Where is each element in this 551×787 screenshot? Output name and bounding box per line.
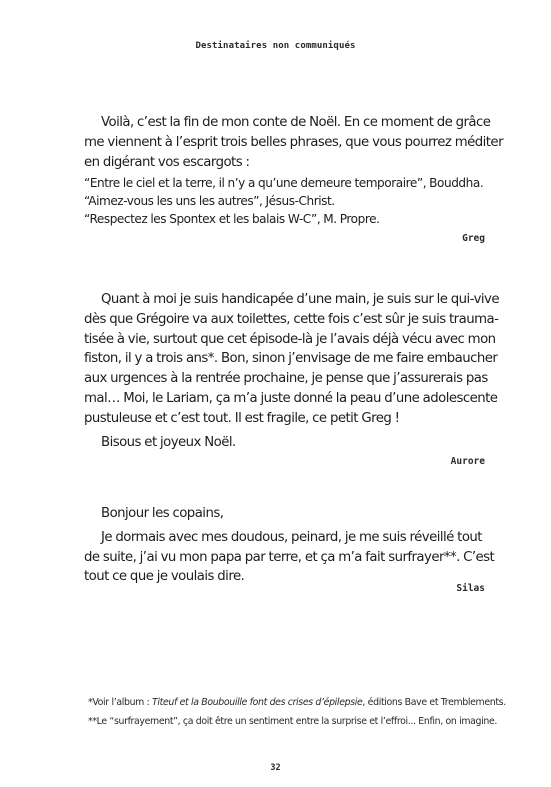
text-line: mal… Moi, le Lariam, ça m’a juste donné la peau d’une adolescente [84,390,498,406]
text-line: dès que Grégoire va aux toilettes, cette fois c’est sûr je suis trauma- [84,311,499,327]
text-line: Bisous et joyeux Noël. [101,435,236,450]
footnote-album-title: Titeuf et la Boubouille font des crises d’épilepsie [152,697,363,708]
running-header: Destinataires non communiqués [195,41,356,51]
text-line: me viennent à l’esprit trois belles phrases, que vous pourrez méditer [84,134,503,150]
quote-line: “Respectez les Spontex et les balais W-C”, M. Propre. [84,212,380,227]
text-line: Je dormais avec mes doudous, peinard, je me suis réveillé tout [101,529,482,545]
paragraph-silas [84,504,495,587]
signature-greg: Greg [462,233,485,244]
text-line: en digérant vos escargots : [84,154,250,170]
text-line: Bonjour les copains, [101,506,224,521]
text-line: Quant à moi je suis handicapée d’une main, je suis sur le qui-vive [101,292,500,307]
signature-silas: Silas [456,583,485,594]
footnote-text: , éditions Bave et Tremblements. [362,697,506,708]
text-line: tisée à vie, surtout que cet épisode-là je l’avais déjà vécu avec mon [84,331,496,347]
text-line: aux urgences à la rentrée prochaine, je pense que j’assurerais pas [84,371,488,387]
signature-aurore: Aurore [450,456,485,467]
quote-line: “Aimez-vous les uns les autres”, Jésus-Christ. [84,194,335,209]
footnote-2: **Le “surfrayement”, ça doit être un sentiment entre la surprise et l’effroi... Enfin, on imagine. [88,716,498,727]
quote-line: “Entre le ciel et la terre, il n’y a qu’une demeure temporaire”, Bouddha. [84,176,484,190]
text-line: fiston, il y a trois ans*. Bon, sinon j’envisage de me faire embaucher [84,351,498,367]
paragraph-aurore [84,290,500,429]
page-number: 32 [270,763,281,773]
text-line: de suite, j’ai vu mon papa par terre, et ça m’a fait surfrayer**. C’est [84,549,495,565]
footnote-text: *Voir l’album : [88,697,153,708]
text-line: Voilà, c’est la fin de mon conte de Noël. En ce moment de grâce [101,115,491,130]
closing-line [84,433,486,453]
text-line: tout ce que je voulais dire. [84,569,245,585]
text-line: pustuleuse et c’est tout. Il est fragile, ce petit Greg ! [84,410,400,426]
quotes-list [84,174,486,229]
footnote-1 [88,697,506,708]
paragraph-greg [84,113,503,172]
